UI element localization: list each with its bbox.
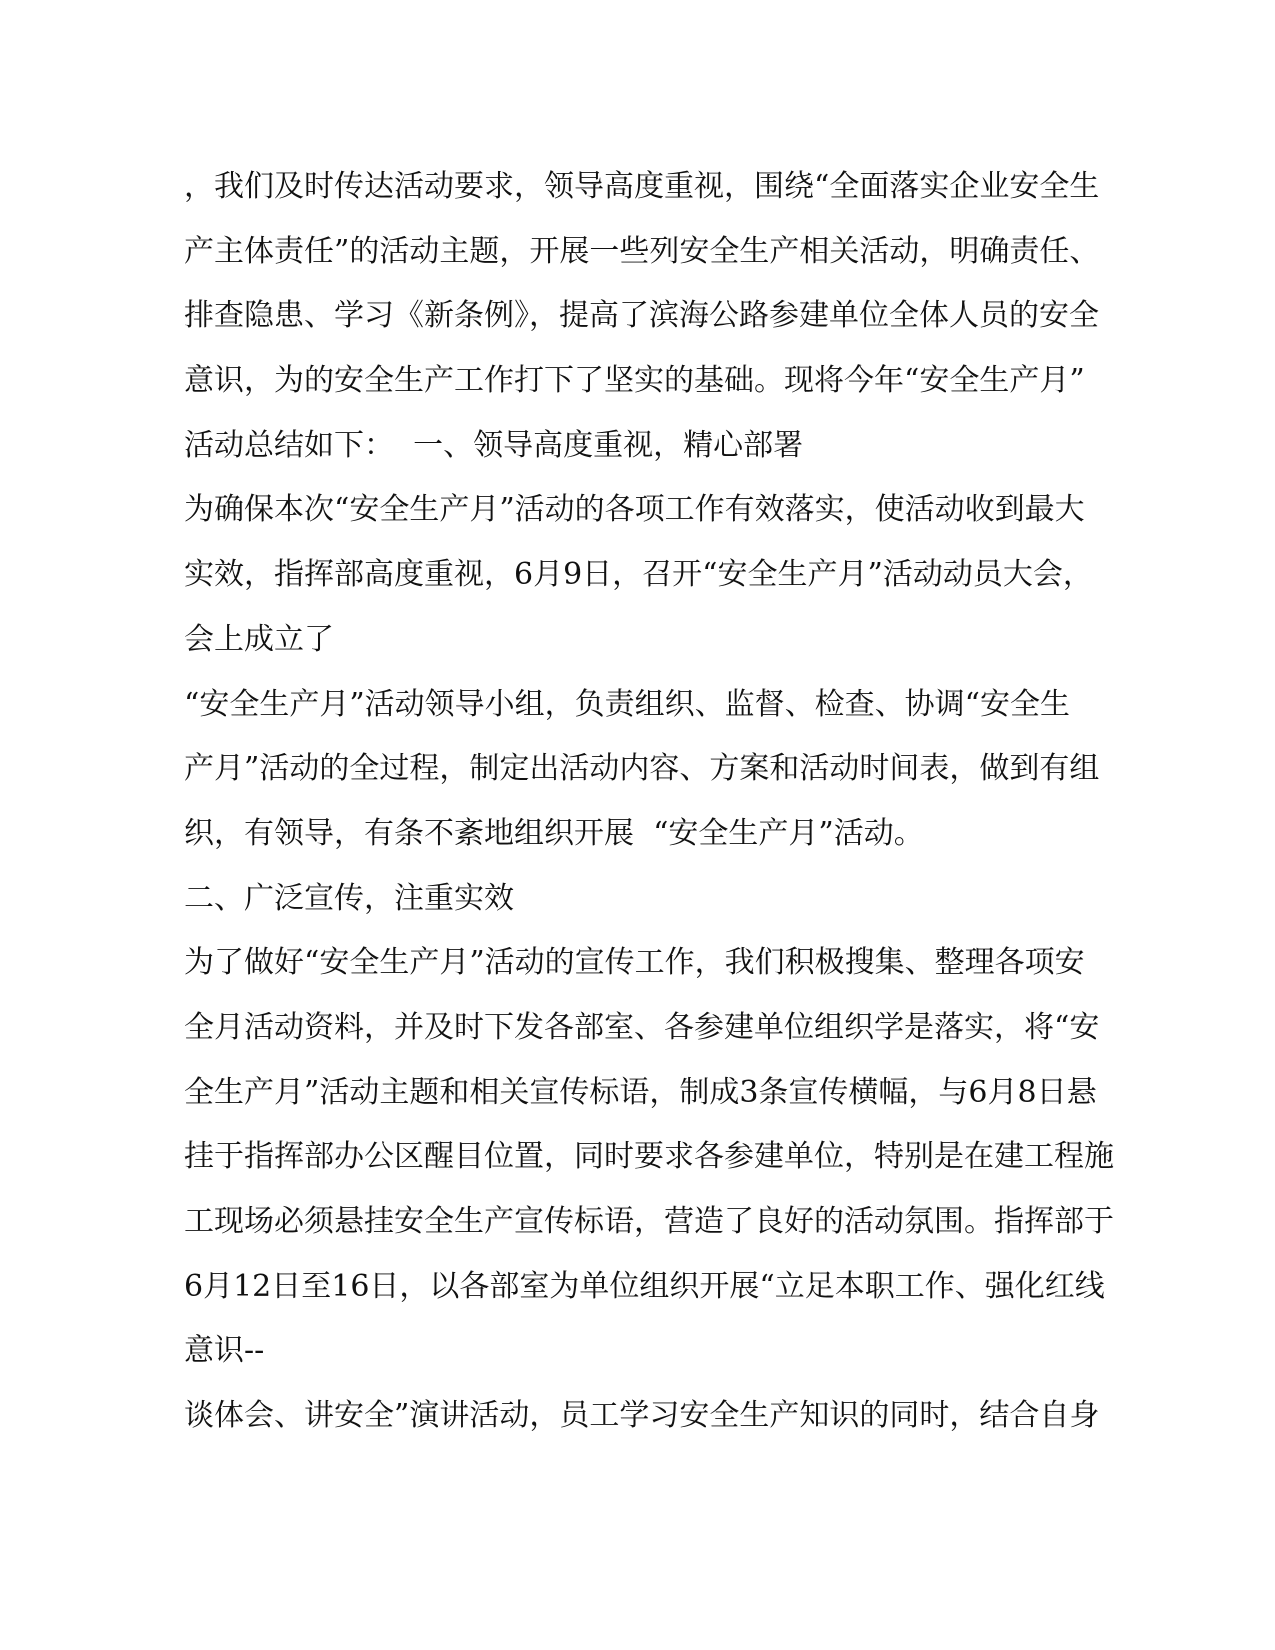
text-line-7: 实效，指挥部高度重视，6月9日，召开“安全生产月”活动动员大会， <box>184 557 1093 593</box>
text-line-15: 全生产月”活动主题和相关宣传标语，制成3条宣传横幅，与6月8日悬 <box>184 1074 1097 1110</box>
text-line-14: 全月活动资料，并及时下发各部室、各参建单位组织学是落实，将“安 <box>184 1009 1100 1045</box>
text-line-3: 排查隐患、学习《新条例》，提高了滨海公路参建单位全体人员的安全 <box>184 298 1099 334</box>
text-line-2: 产主体责任”的活动主题，开展一些列安全生产相关活动，明确责任、 <box>184 233 1100 269</box>
text-line-19: 意识-- <box>184 1333 265 1369</box>
text-line-6: 为确保本次“安全生产月”活动的各项工作有效落实，使活动收到最大 <box>184 492 1085 528</box>
text-line-16: 挂于指挥部办公区醒目位置，同时要求各参建单位，特别是在建工程施 <box>184 1139 1114 1175</box>
document-body <box>184 155 1114 1449</box>
text-line-18: 6月12日至16日，以各部室为单位组织开展“立足本职工作、强化红线 <box>184 1268 1105 1304</box>
text-line-11: 织，有领导，有条不紊地组织开展 “安全生产月”活动。 <box>184 815 924 851</box>
text-line-20: 谈体会、讲安全”演讲活动，员工学习安全生产知识的同时，结合自身 <box>184 1398 1100 1434</box>
section-heading-2: 二、广泛宣传，注重实效 <box>184 880 514 916</box>
text-line-8: 会上成立了 <box>184 621 334 657</box>
text-line-13: 为了做好“安全生产月”活动的宣传工作，我们积极搜集、整理各项安 <box>184 945 1085 981</box>
text-line-10: 产月”活动的全过程，制定出活动内容、方案和活动时间表，做到有组 <box>184 751 1100 787</box>
text-line-17: 工现场必须悬挂安全生产宣传标语，营造了良好的活动氛围。指挥部于 <box>184 1204 1114 1239</box>
section-heading-1-line: 活动总结如下： 一、领导高度重视，精心部署 <box>184 427 804 463</box>
text-line-9: “安全生产月”活动领导小组，负责组织、监督、检查、协调“安全生 <box>184 686 1071 722</box>
text-line-4: 意识，为的安全生产工作打下了坚实的基础。现将今年“安全生产月” <box>184 363 1085 399</box>
text-line-1: ，我们及时传达活动要求，领导高度重视，围绕“全面落实企业安全生 <box>184 169 1100 204</box>
